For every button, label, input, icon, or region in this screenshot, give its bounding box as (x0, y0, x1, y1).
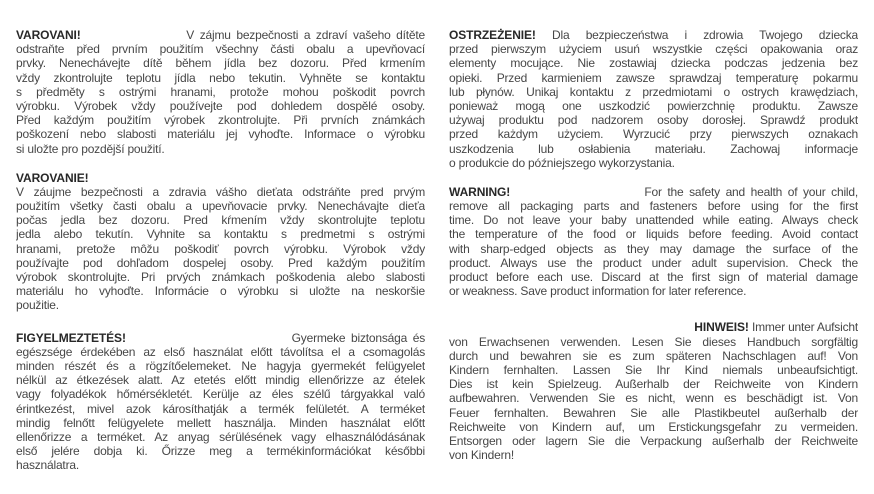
text-line: przed każdym użyciem. Wyrzucić przy pierwszych oznakach (449, 127, 858, 142)
text-line: Dies ist kein Spielzeug. Außerhalb der Reichweite von Kindern (449, 377, 858, 392)
text-line: Feuer fernhalten. Bewahren Sie alle Plastikbeutel außerhalb der (449, 405, 858, 420)
text-line: minden részét és a rögzítőelemeket. Ne hagyja gyermekét felügyelet (16, 358, 425, 373)
text-line: ponieważ mogą one uszkodzić powierzchnię produktu. Zawsze (449, 98, 858, 113)
text-line: V záujme bezpečnosti a zdravia vášho dieťata odstráňte pred prvým (16, 184, 425, 199)
text-line: or weakness. Save product information for later reference. (449, 284, 747, 299)
text-line: uszkodzenia lub osłabienia materiału. Zachowaj informacje (449, 141, 858, 156)
text-line: durch und bewahren sie es zum späteren Nachschlagen auf! Von (449, 348, 858, 363)
text-line: počas jedla bez dozoru. Pred kŕmením vždy skontrolujte teplotu (16, 213, 425, 228)
text-line: OSTRZEŻENIE! Dla bezpieczeństwa i zdrowia Twojego dziecka (449, 28, 858, 42)
text-line: vagy folyadékok hőmérsékletét. Kerülje az éles szélű tárgyakkal való (16, 387, 425, 402)
text-line: vždy zkontrolujte teplotu jídla nebo tekutin. Vyhněte se kontaktu (16, 70, 425, 85)
column-left (16, 28, 425, 494)
text-line: with sharp-edged objects as they may damage the surface of the (449, 241, 858, 256)
slovak-warning-heading: VAROVANIE! (16, 170, 89, 185)
text-line: első jelére dobja ki. Őrizze meg a termékinformációkat későbbi (16, 444, 425, 459)
german-warning-section (449, 320, 858, 462)
text-line (16, 331, 425, 345)
text-line: von Kindern! (449, 448, 514, 463)
text-line: o produkcie do późniejszego wykorzystania. (449, 155, 675, 170)
text-line: product. Always use the product under adult supervision. Check the (449, 255, 858, 270)
text-line: the temperature of the food or liquids before feeding. Avoid contact (449, 227, 858, 242)
text-line: odstraňte před prvním použitím všechny části obalu a upevňovací (16, 42, 425, 57)
hungarian-warning-section (16, 331, 425, 473)
text-line (449, 185, 858, 199)
text-line: Reichweite von Kindern auf, um Erstickungsgefahr zu vermeiden. (449, 419, 858, 434)
english-warning-section (449, 185, 858, 299)
text-line: jedla alebo tekutín. Vyhnite sa kontaktu s predmetmi s ostrými (16, 227, 425, 242)
text-line: HINWEIS! Immer unter Aufsicht (694, 320, 858, 335)
hungarian-warning-heading: FIGYELMEZTETÉS! (16, 330, 126, 345)
slovak-warning-section (16, 171, 425, 313)
text-line: używaj produktu pod nadzorem osoby dorosłej. Sprawdź produkt (449, 113, 858, 128)
text-line: Kindern fernhalten. Lassen Sie Ihr Kind niemals unbeaufsichtigt. (449, 362, 858, 377)
text-line: Entsorgen oder lagern Sie die Verpackung außerhalb der Reichweite (449, 433, 858, 448)
text-line: si uložte pro pozdější použití. (16, 141, 165, 156)
text-line: elementy mocujące. Nie zostawiaj dziecka podczas jedzenia bez (449, 56, 858, 71)
text-line: mindig felnőtt felügyelete mellett használja. Minden használat előtt (16, 415, 425, 430)
text-line: nélkül az étkezések alatt. Az etetés előtt mindig ellenőrizze az ételek (16, 373, 425, 388)
text-line: prvky. Nenechávejte dítě během jídla bez dozoru. Před krmením (16, 56, 425, 71)
first-line-text: Gyermeke biztonsága és (291, 330, 425, 345)
text-line: materiálu ho vyhoďte. Informácie o výrobku si uložte na neskoršie (16, 284, 425, 299)
text-line: product before each use. Discard at the first sign of material damage (449, 270, 858, 284)
text-line (16, 171, 425, 185)
text-line: egészsége érdekében az első használat előtt távolítsa el a csomagolás (16, 344, 425, 359)
text-line: time. Do not leave your baby unattended while eating. Always check (449, 213, 858, 228)
polish-warning-section (449, 28, 858, 170)
text-line: lub płynów. Unikaj kontaktu z przedmiotami o ostrych krawędziach, (449, 84, 858, 99)
text-line: hranami, pretože môžu poškodiť povrch výrobku. Výrobok vždy (16, 241, 425, 256)
czech-warning-heading: VAROVANI! (16, 28, 81, 42)
czech-warning-section (16, 28, 425, 156)
german-warning-heading: HINWEIS! (694, 320, 749, 335)
text-line: ellenőrizze a terméket. Az anyag sérülésének vagy elhasználódásának (16, 429, 425, 444)
column-right (449, 28, 858, 494)
text-line: remove all packaging parts and fasteners before using for the first (449, 199, 858, 214)
text-line: použitím všetky časti obalu a upevňovacie prvky. Nenechávajte dieťa (16, 199, 425, 214)
polish-warning-heading: OSTRZEŻENIE! (449, 28, 536, 42)
text-line: výrobku. Výrobek vždy používejte pod dohledem dospělé osoby. (16, 98, 425, 113)
text-line: používajte pod dohľadom dospelej osoby. Pred každým použitím (16, 255, 425, 270)
text-line (16, 28, 425, 42)
text-line: poškození nebo slabosti materiálu jej vyhoďte. Informace o výrobku (16, 127, 425, 142)
text-line: von Erwachsenen verwenden. Lesen Sie dieses Handbuch sorgfältig (449, 334, 858, 349)
text-line: aufbewahren. Verwenden Sie es nicht, wenn es beschädigt ist. Von (449, 391, 858, 406)
text-line: Před každým použitím výrobek zkontrolujte. Při prvních známkách (16, 113, 425, 128)
text-line: opieki. Przed karmieniem zawsze sprawdzaj temperaturę pokarmu (449, 70, 858, 85)
text-line: használatra. (16, 458, 79, 473)
first-line-text: V zájmu bezpečnosti a zdraví vašeho dítěte (186, 28, 425, 42)
text-line: výrobok skontrolujte. Pri prvých známkach poškodenia alebo slabosti (16, 270, 425, 284)
text-line: použitie. (16, 298, 59, 313)
first-line-text: For the safety and health of your child, (644, 184, 858, 199)
text-line: przed pierwszym użyciem usuń wszystkie części opakowania oraz (449, 42, 858, 57)
english-warning-heading: WARNING! (449, 184, 511, 199)
text-line: érintkezést, mivel azok károsíthatják a termék felületét. A terméket (16, 401, 425, 416)
text-line: s předměty s ostrými hranami, protože mohou poškodit povrch (16, 84, 425, 99)
